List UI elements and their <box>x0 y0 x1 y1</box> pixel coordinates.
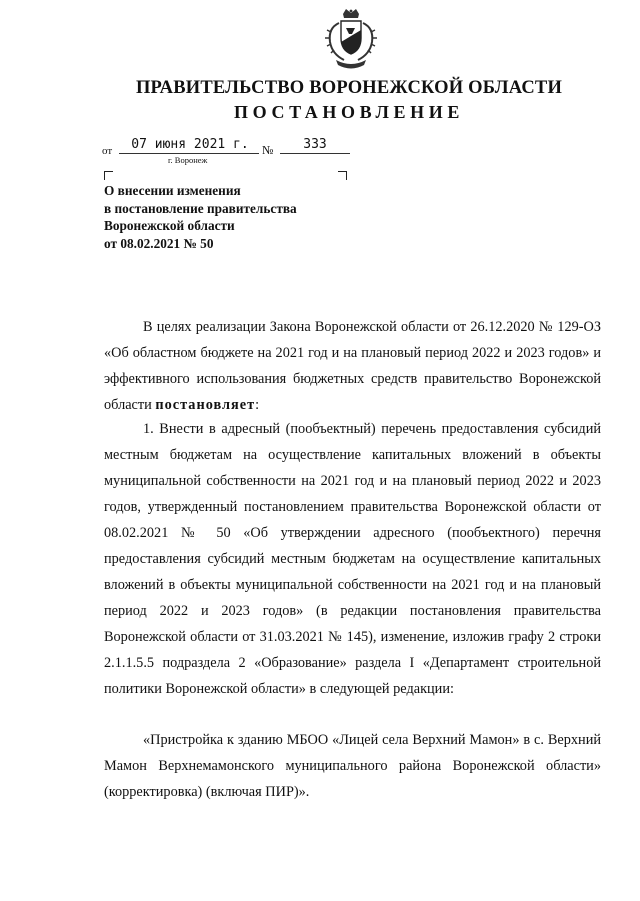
preamble-paragraph <box>104 314 601 418</box>
preamble-text: В целях реализации Закона Воронежской области от 26.12.2020 № 129-ОЗ «Об областном бюджете на 2021 год и на плановый период 2022 и 2023 годов» и эффективного использования бюджетных средств правительство Воронежской области <box>104 319 601 413</box>
clause-1-paragraph: 1. Внести в адресный (пообъектный) перечень предоставления субсидий местным бюджетам на осуществление капитальных вложений в объекты муниципальной собственности на 2021 год и на плановый период 2022 и 2023 годов, утвержденный постановлением правительства Воронежской области от 08.02.2021 № 50 «Об утверждении адресного (пообъектного) перечня предоставления субсидий местным бюджетам на осуществление капитальных вложений в объекты муниципальной собственности на 2021 год и на плановый период 2022 и 2023 годов» (в редакции постановления правительства Воронежской области от 31.03.2021 № 145), изменение, изложив графу 2 строки 2.1.1.5.5 подраздела 2 «Образование» раздела I «Департамент строительной политики Воронежской области» в следующей редакции: <box>104 421 601 697</box>
new-wording-paragraph: «Пристройка к зданию МБОО «Лицей села Верхний Мамон» в с. Верхний Мамон Верхнемамонского муниципального района Воронежской области» (корректировка) (включая ПИР)». <box>104 732 601 800</box>
date-underline <box>119 153 259 154</box>
document-type: ПОСТАНОВЛЕНИЕ <box>234 102 464 122</box>
number-label: № <box>262 143 274 157</box>
document-number: 333 <box>303 137 327 152</box>
date-label: от <box>102 145 113 157</box>
city-name: г. Воронеж <box>168 155 208 165</box>
document-date: 07 июня 2021 г. <box>131 137 249 152</box>
date-number-row <box>102 138 362 162</box>
government-name: ПРАВИТЕЛЬСТВО ВОРОНЕЖСКОЙ ОБЛАСТИ <box>135 78 563 98</box>
subject-bracket-right <box>338 171 347 180</box>
subject-bracket-left <box>104 171 113 180</box>
document-subject: О внесении изменения в постановление правительства Воронежской области от 08.02.2021 № 50 <box>104 183 297 251</box>
coat-of-arms-icon <box>322 8 380 78</box>
number-underline <box>280 153 350 154</box>
resolves-keyword: постановляет <box>155 397 256 413</box>
preamble-colon: : <box>255 397 260 413</box>
